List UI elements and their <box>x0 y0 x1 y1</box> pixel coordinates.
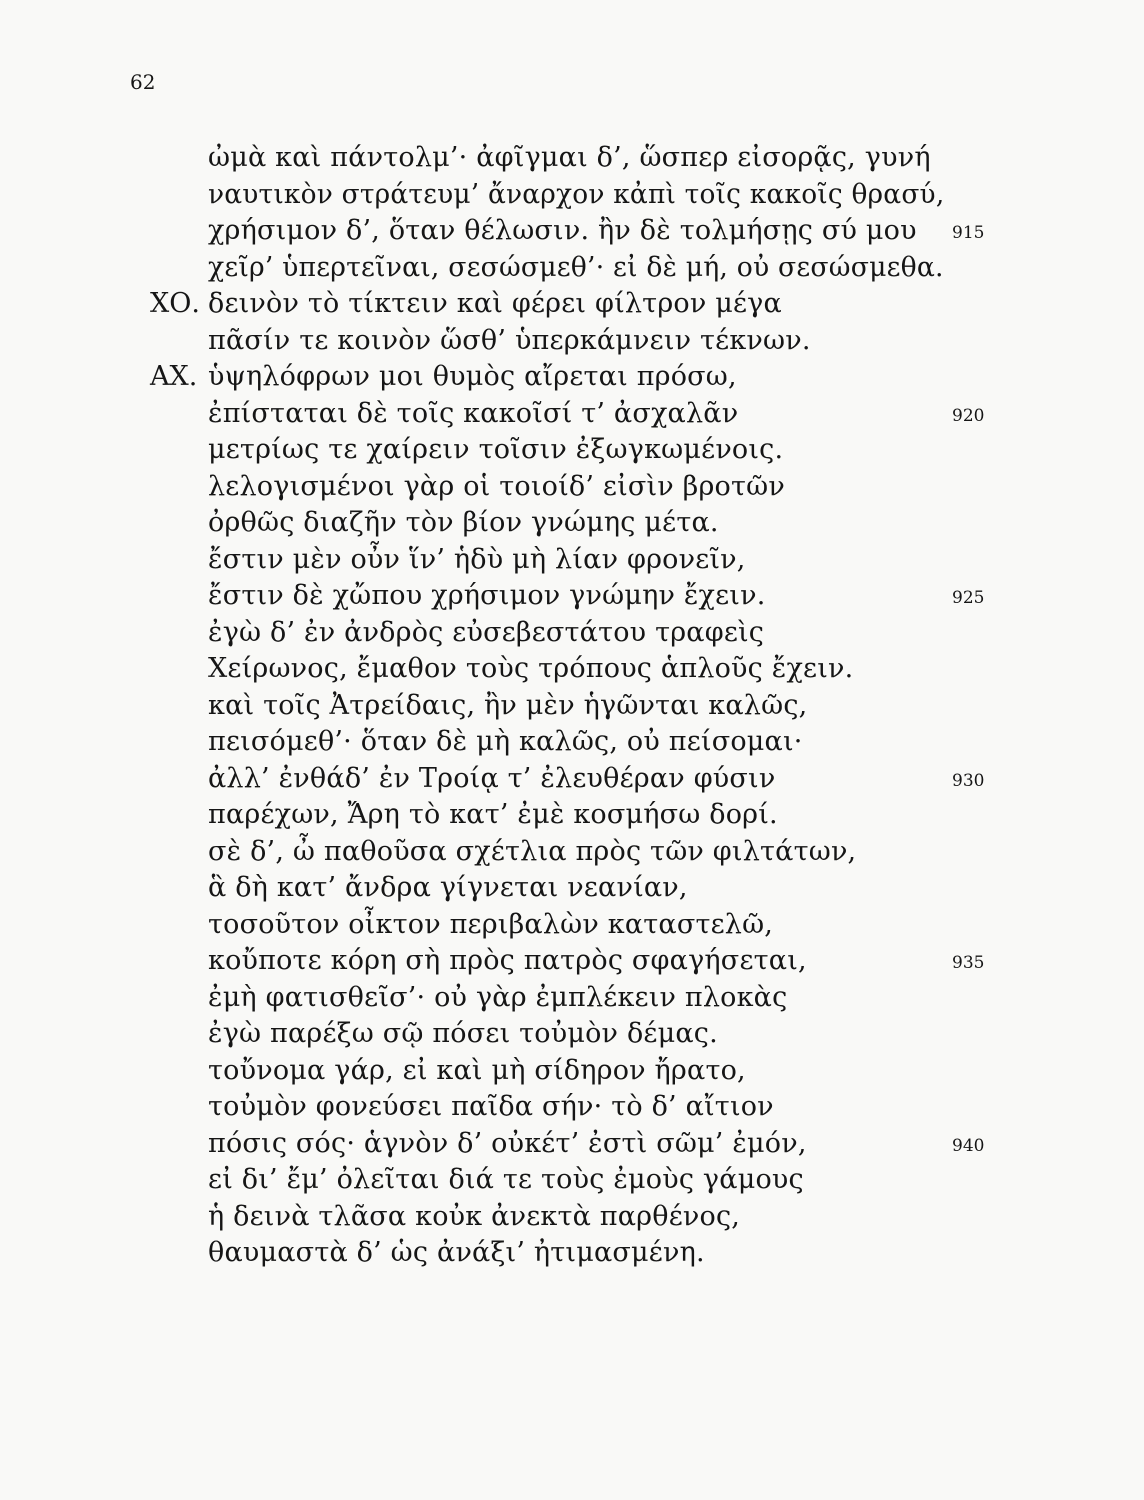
verse-line <box>150 761 1010 798</box>
verse-line <box>150 323 1010 360</box>
verse-line <box>150 1016 1010 1053</box>
verse-text-line: δεινὸν τὸ τίκτειν καὶ φέρει φίλτρον μέγα <box>208 288 782 319</box>
verse-text-line: πόσις σός· ἁγνὸν δ’ οὐκέτ’ ἐστὶ σῶμ’ ἐμόν, <box>208 1127 807 1159</box>
verse-text-line: ἀλλ’ ἐνθάδ’ ἐν Τροίᾳ τ’ ἐλευθέραν φύσιν <box>208 762 776 794</box>
verse-line <box>150 1235 1010 1272</box>
verse-text-line: ἔστιν δὲ χὤπου χρήσιμον γνώμην ἔχειν. <box>208 580 766 611</box>
verse-text-line: τοὔνομα γάρ, εἰ καὶ μὴ σίδηρον ἤρατο, <box>208 1054 746 1086</box>
verse-text-line: πεισόμεθ’· ὅταν δὲ μὴ καλῶς, οὐ πείσομαι· <box>208 726 803 757</box>
verse-line <box>150 140 1010 177</box>
verse-line <box>150 980 1010 1017</box>
verse-line <box>150 724 1010 761</box>
verse-line <box>150 907 1010 944</box>
speaker-label: ΧΟ. <box>150 288 200 319</box>
verse-line <box>150 615 1010 652</box>
verse-line <box>150 505 1010 542</box>
verse-line <box>150 688 1010 725</box>
verse-text-line: θαυμαστὰ δ’ ὡς ἀνάξι’ ἠτιμασμένη. <box>208 1237 705 1268</box>
line-number: 915 <box>952 223 985 243</box>
verse-line <box>150 1089 1010 1126</box>
verse-text-line: παρέχων, Ἄρη τὸ κατ’ ἐμὲ κοσμήσω δορί. <box>208 799 778 830</box>
verse-text-line: χρήσιμον δ’, ὅταν θέλωσιν. ἢν δὲ τολμήσῃς σύ μου <box>208 215 917 246</box>
verse-text-line: ὠμὰ καὶ πάντολμ’· ἀφῖγμαι δ’, ὥσπερ εἰσορᾷς, γυνή <box>208 142 931 173</box>
verse-line <box>150 578 1010 615</box>
verse-line <box>150 213 1010 250</box>
verse-text-line: λελογισμένοι γὰρ οἱ τοιοίδ’ εἰσὶν βροτῶν <box>208 470 785 502</box>
verse-line <box>150 1053 1010 1090</box>
verse-text-line: ἐγὼ παρέξω σῷ πόσει τοὐμὸν δέμας. <box>208 1018 718 1049</box>
verse-line <box>150 1199 1010 1236</box>
verse-line <box>150 250 1010 287</box>
verse-line <box>150 432 1010 469</box>
line-number: 935 <box>952 953 985 973</box>
verse-text-line: τοὐμὸν φονεύσει παῖδα σήν· τὸ δ’ αἴτιον <box>208 1091 774 1122</box>
line-number: 940 <box>952 1135 985 1156</box>
verse-text-line: ἔστιν μὲν οὖν ἵν’ ἡδὺ μὴ λίαν φρονεῖν, <box>208 543 746 575</box>
verse-text-line: χεῖρ’ ὑπερτεῖναι, σεσώσμεθ’· εἰ δὲ μή, οὐ σεσώσμεθα. <box>208 251 944 283</box>
verse-text-line: σὲ δ’, ὦ παθοῦσα σχέτλια πρὸς τῶν φιλτάτων, <box>208 835 857 867</box>
verse-line <box>150 177 1010 214</box>
verse-text-line: ἃ δὴ κατ’ ἄνδρα γίγνεται νεανίαν, <box>208 872 688 903</box>
verse-text-line: ναυτικὸν στράτευμ’ ἄναρχον κἀπὶ τοῖς κακοῖς θρασύ, <box>208 178 945 210</box>
verse-line <box>150 1162 1010 1199</box>
verse-text-line: κοὔποτε κόρη σὴ πρὸς πατρὸς σφαγήσεται, <box>208 945 807 976</box>
verse-line <box>150 870 1010 907</box>
line-number: 930 <box>952 770 985 791</box>
verse-line <box>150 396 1010 433</box>
verse-line <box>150 359 1010 396</box>
verse-line <box>150 797 1010 834</box>
verse-line <box>150 834 1010 871</box>
verse-text-line: ἐπίσταται δὲ τοῖς κακοῖσί τ’ ἀσχαλᾶν <box>208 397 739 429</box>
speaker-label: ΑΧ. <box>150 361 198 392</box>
verse-text-line: Χείρωνος, ἔμαθον τοὺς τρόπους ἁπλοῦς ἔχειν. <box>208 653 854 684</box>
verse-text-line: μετρίως τε χαίρειν τοῖσιν ἐξωγκωμένοις. <box>208 434 784 465</box>
verse-line <box>150 286 1010 323</box>
verse-line <box>150 651 1010 688</box>
verse-text-line: εἰ δι’ ἔμ’ ὀλεῖται διά τε τοὺς ἐμοὺς γάμους <box>208 1164 804 1195</box>
verse-line <box>150 469 1010 506</box>
verse-text <box>150 140 1010 1272</box>
verse-text-line: πᾶσίν τε κοινὸν ὥσθ’ ὑπερκάμνειν τέκνων. <box>208 324 811 356</box>
verse-text-line: ἐμὴ φατισθεῖσ’· οὐ γὰρ ἐμπλέκειν πλοκὰς <box>208 981 788 1013</box>
verse-text-line: ἡ δεινὰ τλᾶσα κοὐκ ἀνεκτὰ παρθένος, <box>208 1200 741 1232</box>
line-number: 925 <box>952 588 985 608</box>
verse-line <box>150 542 1010 579</box>
verse-text-line: ἐγὼ δ’ ἐν ἀνδρὸς εὐσεβεστάτου τραφεὶς <box>208 616 765 648</box>
verse-text-line: ὑψηλόφρων μοι θυμὸς αἴρεται πρόσω, <box>208 361 737 392</box>
line-number: 920 <box>952 405 985 426</box>
verse-line <box>150 943 1010 980</box>
verse-line <box>150 1126 1010 1163</box>
verse-text-line: τοσοῦτον οἶκτον περιβαλὼν καταστελῶ, <box>208 908 774 940</box>
verse-text-line: καὶ τοῖς Ἀτρείδαις, ἢν μὲν ἡγῶνται καλῶς, <box>208 689 808 721</box>
verse-text-line: ὀρθῶς διαζῆν τὸν βίον γνώμης μέτα. <box>208 507 719 538</box>
page-number: 62 <box>130 70 156 94</box>
